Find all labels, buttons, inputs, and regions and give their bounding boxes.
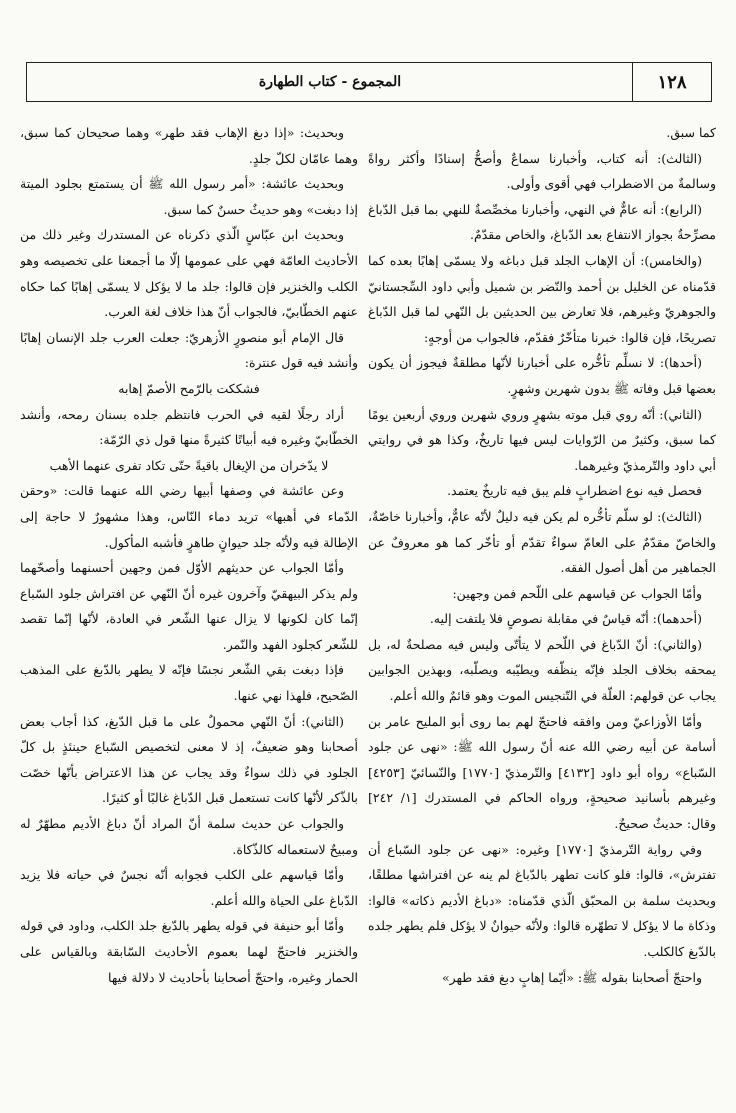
paragraph: فإذا دبغت بقي الشّعر نجسًا فإنّه لا يطهر بالدّبغ على المذهب الصّحيح، فلهذا نهي عنها. xyxy=(20,662,358,704)
page-header xyxy=(26,62,712,102)
paragraph: وأمّا الجواب عن قياسهم على اللّحم فمن وجهين: xyxy=(452,585,702,601)
verse-line: لا يدّخران من الإيغال باقيةً حتّى تكاد تفرى عنهما الأهب xyxy=(49,457,329,473)
verse-line: فشككت بالرّمح الأصمّ إهابه xyxy=(118,380,260,396)
left-column xyxy=(20,120,358,1105)
paragraph: (الثاني): أنّه روي قبل موته بشهرٍ وروي شهرين وروي أربعين يومًا كما سبق، وكثيرٌ من الرّوايات ليس فيها تاريخٌ، وكذا هو في روايتي أبي داود والتّرمذيّ وغيرهما. xyxy=(368,406,716,473)
paragraph: (الثالث): لو سلّم تأخُّره لم يكن فيه دليلٌ لأنّه عامٌّ، وأخبارنا خاصّةٌ، والخاصّ مقدّمٌ على العامّ سواءٌ تقدّم أو تأخّر كما هو معروفٌ عن الجماهير من أهل أصول الفقه. xyxy=(368,508,716,576)
paragraph: (أحدهما): أنّه قياسٌ في مقابلة نصوصٍ فلا يلتفت إليه. xyxy=(429,611,702,627)
paragraph: وأمّا الأوزاعيّ ومن وافقه فاحتجّ لهم بما روى أبو المليح عامر بن أسامة عن أبيه رضي الله عنه أنّ رسول الله ﷺ: «نهى عن جلود السّباع» رواه أبو داود [٤١٣٢] والتّرمذيّ [١٧٧٠] والنّسائيّ [٤٢٥٣] وغيرهم بأسانيد صحيحةٍ، ورواه الحاكم في المستدرك [١/ ٢٤٢] وقال: حديثٌ صحيحٌ. xyxy=(368,713,716,832)
paragraph: (الرابع): أنه عامٌّ في النهي، وأخبارنا مخصِّصةٌ للنهي بما قبل الدّباغ مصرِّحةٌ بجواز الانتفاع بعد الدّباغ، والخاص مقدّمٌ. xyxy=(368,201,716,243)
page-number: ١٢٨ xyxy=(632,63,711,101)
paragraph: وأمّا الجواب عن حديثهم الأوّل فمن وجهين أحسنهما وأصحّهما ولم يذكر البيهقيّ وآخرون غيره أنّ النّهي عن افتراش جلود السّباع إنّما كان لكونها لا يزال عنها الشّعر في العادة، لأنّها إنّما تقصد للشّعر كجلود الفهد والنّمر. xyxy=(20,560,358,652)
paragraph: وعن عائشة في وصفها أبيها رضي الله عنهما قالت: «وحقن الدّماء في أهبها» تريد دماء النّاس، وهذا مشهورٌ لا حاجة إلى الإطالة فيه ولأنّه جلد حيوانٍ طاهرٍ فأشبه المأكول. xyxy=(20,483,358,550)
paragraph: وبحديث عائشة: «أمر رسول الله ﷺ أن يستمتع بجلود الميتة إذا دبغت» وهو حديثٌ حسنٌ كما سبق. xyxy=(20,176,358,217)
paragraph: وفي رواية التّرمذيّ [١٧٧٠] وغيره: «نهى عن جلود السّباع أن تفترش»، قالوا: فلو كانت تطهر بالدّباغ لم ينه عن افتراشها مطلقًا، وبحديث سلمة بن المحبّق الّذي قدّمناه: «دباغ الأديم ذكاته» قالوا: وذكاة ما لا يؤكل لا تطهّره قالوا: ولأنّه حيوانٌ لا يؤكل فلم يطهر جلده بالدّبغ كالكلب. xyxy=(368,841,716,959)
paragraph: (الثاني): أنّ النّهي محمولٌ على ما قبل الدّبغ، كذا أجاب بعض أصحابنا وهو ضعيفٌ، إذ لا معنى لتخصيص السّباع حينئذٍ بل كلّ الجلود في ذلك سواءٌ وقد يجاب عن هذا الاعتراض بأنّها خصّت بالذّكر لأنّها كانت تستعمل قبل الدّباغ غالبًا أو كثيرًا. xyxy=(20,713,358,806)
paragraph: والجواب عن حديث سلمة أنّ المراد أنّ دباغ الأديم مطهّرٌ له ومبيحٌ لاستعماله كالذّكاة. xyxy=(20,816,358,857)
paragraph: فحصل فيه نوع اضطرابٍ فلم يبق فيه تاريخٌ يعتمد. xyxy=(447,483,702,499)
paragraph: واحتجّ أصحابنا بقوله ﷺ: «أيّما إهابٍ دبغ فقد طهر» xyxy=(441,969,702,985)
right-column xyxy=(368,120,716,1105)
paragraph: (والخامس): أن الإهاب الجلد قبل دباغه ولا يسمّى إهابًا بعده كما قدّمناه عن الخليل بن أحمد والنّضر بن شميل وأبي داود السِّجستانيّ والجوهريّ وغيرهم، فلا تعارض بين الحديثين بل النّهي لما قبل الدّباغ تصريحًا، فإن قالوا: خبرنا متأخّرٌ فقدّم، فالجواب من أوجهٍ: xyxy=(368,252,716,345)
paragraph: كما سبق. xyxy=(666,125,716,140)
paragraph: (الثالث): أنه كتاب، وأخبارنا سماعٌ وأصحُّ إسنادًا وأكثر رواةً وسالمةٌ من الاضطراب فهي أقوى وأولى. xyxy=(368,150,716,192)
paragraph: (والثاني): أنّ الدّباغ في اللّحم لا يتأتّى وليس فيه مصلحةٌ له، بل يمحقه بخلاف الجلد فإنّه ينظّفه ويطيّبه ويصلّبه، وبهذين الجوابين يجاب عن قولهم: العلّة في التّنجيس الموت وهو قائمٌ والله أعلم. xyxy=(368,636,716,704)
paragraph: (أحدها): لا نسلِّم تأخُّره على أخبارنا لأنّها مطلقةٌ فيجوز أن يكون بعضها قبل وفاته ﷺ بدون شهرين وشهرٍ. xyxy=(368,355,716,396)
paragraph: قال الإمام أبو منصورٍ الأزهريّ: جعلت العرب جلد الإنسان إهابًا وأنشد فيه قول عنترة: xyxy=(20,329,358,371)
paragraph: أراد رجلًا لقيه في الحرب فانتظم جلده بسنان رمحه، وأنشد الخطّابيّ وغيره فيه أبياتًا كثيرةً منها قول ذي الرّمّة: xyxy=(20,406,358,448)
paragraph: وبحديث ابن عبّاسٍ الّذي ذكرناه عن المستدرك وغير ذلك من الأحاديث العامّة فهي على عمومها إلّا ما أجمعنا على تخصيصه وهو الكلب والخنزير فإن قالوا: جلد ما لا يؤكل لا يسمّى إهابًا كما حكاه عنهم الخطّابيّ، فالجواب أنّ هذا خلاف لغة العرب. xyxy=(20,227,358,320)
running-title: المجموع - كتاب الطهارة xyxy=(258,74,402,90)
paragraph: وأمّا قياسهم على الكلب فجوابه أنّه نجسٌ في حياته فلا يزيد الدّباغ على الحياة والله أعلم. xyxy=(20,867,358,908)
paragraph: وأمّا أبو حنيفة في قوله يطهر بالدّبغ جلد الكلب، وداود في قوله والخنزير فاحتجّ لهما بعموم الأحاديث السّابقة وبالقياس على الحمار وغيره، واحتجّ أصحابنا بأحاديث لا دلالة فيها xyxy=(20,918,358,985)
paragraph: وبحديث: «إذا دبغ الإهاب فقد طهر» وهما صحيحان كما سبق، وهما عامّان لكلّ جلدٍ. xyxy=(20,125,358,166)
